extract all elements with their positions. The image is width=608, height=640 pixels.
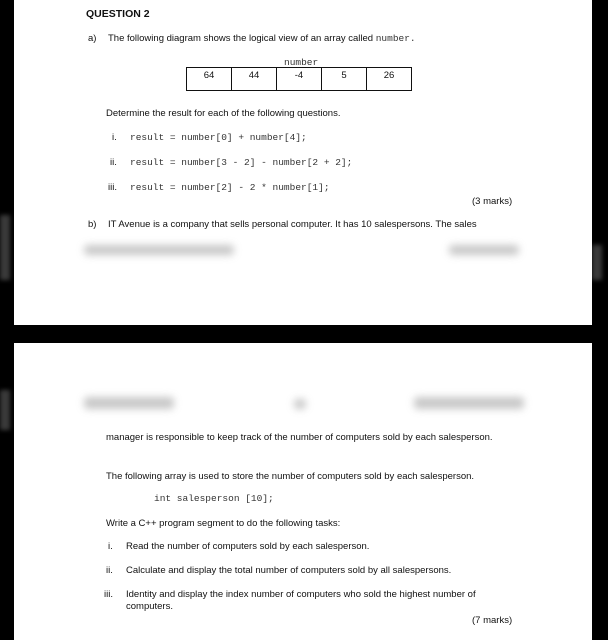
array-diagram [186, 67, 412, 91]
left-edge-shadow-bottom [0, 390, 10, 430]
part-a-instruction: Determine the result for each of the following questions. [106, 108, 341, 119]
task-ii-text: Calculate and display the total number of computers sold by all salespersons. [126, 565, 452, 576]
array-name: number. [375, 33, 416, 44]
blurred-text-line [449, 245, 519, 255]
blurred-text-line [414, 397, 524, 409]
document-page-1 [14, 0, 592, 325]
part-a-intro-text: The following diagram shows the logical view of an array called [108, 33, 376, 44]
part-b-line1: IT Avenue is a company that sells personal computer. It has 10 salespersons. The sales [108, 219, 477, 230]
right-edge-shadow-top [592, 245, 602, 280]
diagram-array-label: number [284, 57, 319, 68]
item-iii-code: result = number[2] - 2 * number[1]; [130, 182, 330, 193]
task-i-text: Read the number of computers sold by each salesperson. [126, 541, 370, 552]
item-iii-number: iii. [108, 182, 117, 193]
array-cell: 44 [232, 68, 277, 91]
task-iii-number: iii. [104, 589, 113, 600]
array-cell: 64 [187, 68, 232, 91]
part-b-task-intro: Write a C++ program segment to do the following tasks: [106, 518, 341, 529]
part-b-array-intro: The following array is used to store the number of computers sold by each salesperson. [106, 471, 475, 482]
task-i-number: i. [108, 541, 113, 552]
array-cell: 5 [322, 68, 367, 91]
blurred-text-line [84, 245, 234, 255]
array-cell: -4 [277, 68, 322, 91]
part-b-label: b) [88, 219, 97, 230]
item-ii-number: ii. [110, 157, 117, 168]
item-i-number: i. [112, 132, 117, 143]
document-page-2 [14, 343, 592, 640]
salesperson-array-code: int salesperson [10]; [154, 493, 274, 504]
part-a-marks: (3 marks) [472, 196, 513, 207]
blurred-text-line [294, 399, 306, 409]
array-cell: 26 [367, 68, 412, 91]
blurred-text-line [84, 397, 174, 409]
part-a-intro [108, 33, 416, 44]
item-i-code: result = number[0] + number[4]; [130, 132, 307, 143]
part-a-label: a) [88, 33, 97, 44]
part-b-marks: (7 marks) [472, 615, 513, 626]
left-edge-shadow-top [0, 215, 10, 280]
question-heading: QUESTION 2 [86, 8, 150, 20]
task-iii-text: Identity and display the index number of computers who sold the highest number of computers. [126, 589, 476, 612]
task-ii-number: ii. [106, 565, 113, 576]
item-ii-code: result = number[3 - 2] - number[2 + 2]; [130, 157, 353, 168]
part-b-continuation: manager is responsible to keep track of the number of computers sold by each salesperson. [106, 432, 493, 443]
